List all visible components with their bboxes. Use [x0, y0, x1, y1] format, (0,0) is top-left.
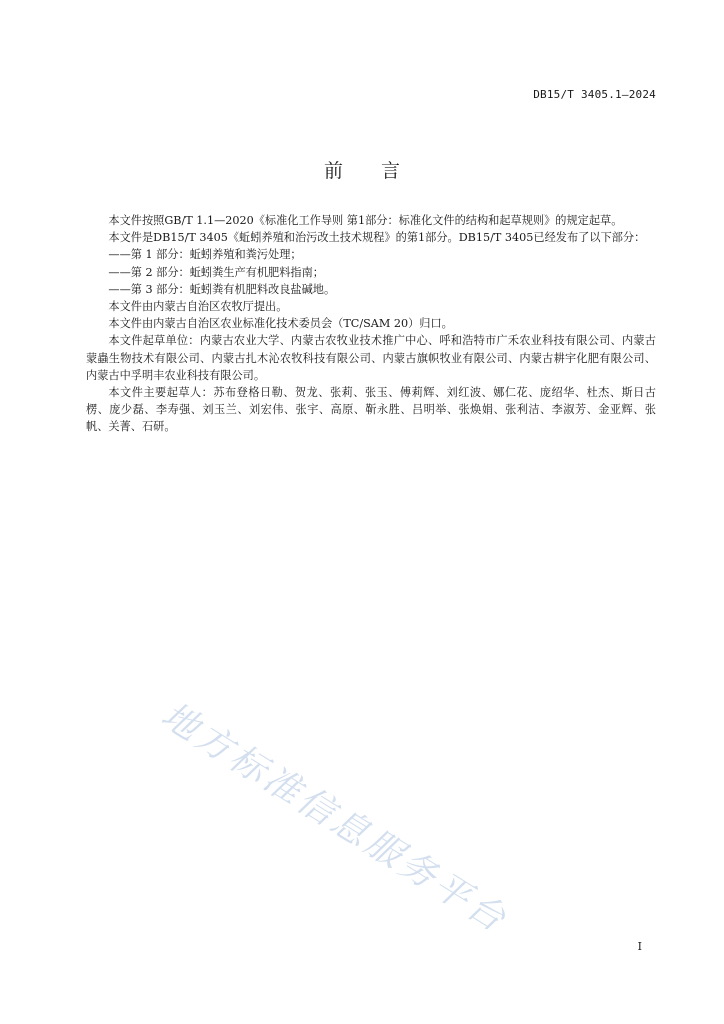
- paragraph-proposer: 本文件由内蒙古自治区农牧厅提出。: [108, 300, 288, 314]
- paragraph-committee: 本文件由内蒙古自治区农业标准化技术委员会（TC/SAM 20）归口。: [108, 317, 453, 331]
- watermark: 地方标准信息服务平台: [154, 694, 515, 942]
- paragraph-drafting-units: 本文件起草单位：内蒙古农业大学、内蒙古农牧业技术推广中心、呼和浩特市广禾农业科技有限公司、内蒙古蒙蟲生物技术有限公司、内蒙古扎木沁农牧科技有限公司、内蒙古旗帜牧业有限公司、内蒙古耕宇化肥有限公司、内蒙古中孚明丰农业科技有限公司。: [86, 334, 656, 382]
- paragraph-standard-parts: 本文件是DB15/T 3405《蚯蚓养殖和治污改土技术规程》的第1部分。DB15/T 3405已经发布了以下部分：: [108, 231, 646, 245]
- list-item-part-3: ——第 3 部分：蚯蚓粪有机肥料改良盐碱地。: [108, 282, 336, 296]
- page-number: I: [637, 940, 642, 953]
- page-title: 前言: [323, 160, 438, 182]
- list-item-part-1: ——第 1 部分：蚯蚓养殖和粪污处理；: [108, 248, 302, 262]
- paragraph-drafting-rules: 本文件按照GB/T 1.1—2020《标准化工作导则 第1部分：标准化文件的结构和起草规则》的规定起草。: [108, 214, 623, 227]
- document-code: DB15/T 3405.1—2024: [533, 88, 656, 101]
- document-body: [86, 212, 656, 436]
- list-item-part-2: ——第 2 部分：蚯蚓粪生产有机肥料指南；: [108, 265, 324, 279]
- paragraph-drafters: 本文件主要起草人：苏布登格日勒、贺龙、张莉、张玉、傅莉辉、刘红波、娜仁花、庞绍华、杜杰、斯日古楞、庞少磊、李寿强、刘玉兰、刘宏伟、张宇、高原、靳永胜、吕明举、张焕娟、张利洁、李淑芳、金亚辉、张帆、关菁、石研。: [86, 386, 656, 434]
